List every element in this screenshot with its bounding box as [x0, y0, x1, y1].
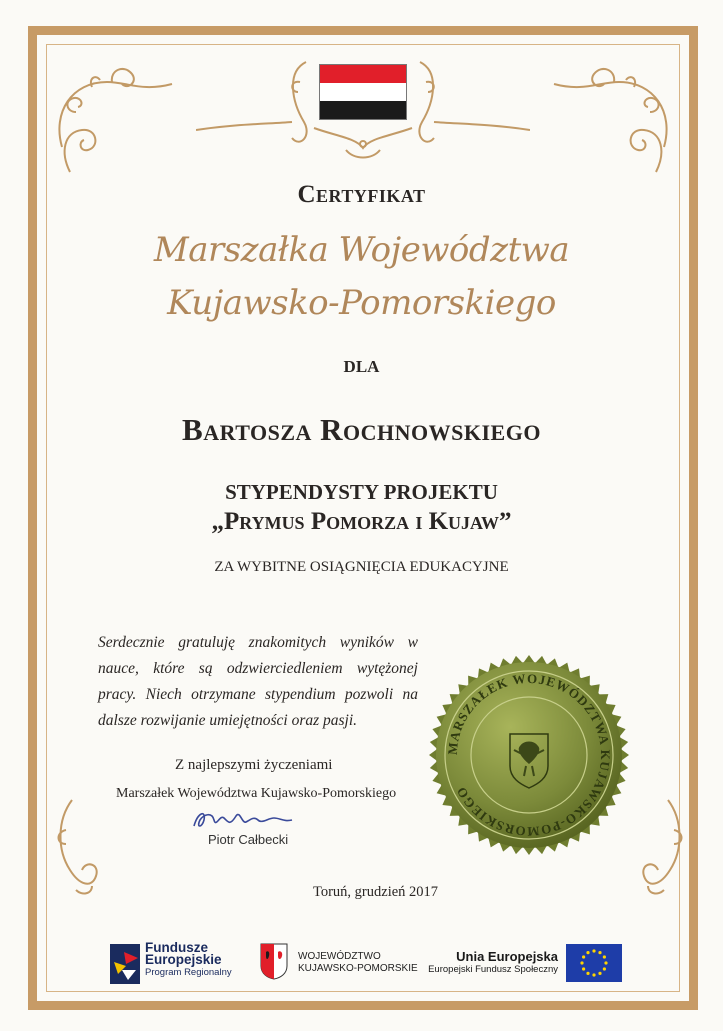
- eu-star-icon: [582, 955, 585, 958]
- footer-logos: [100, 936, 640, 990]
- issuer-line-1: Marszałka Województwa: [153, 230, 570, 270]
- ornament-bottom-right: [628, 790, 688, 900]
- recipient-role: STYPENDYSTY PROJEKTU: [225, 480, 498, 504]
- eu-star-icon: [592, 973, 595, 976]
- ornament-top-right: [544, 52, 674, 192]
- certificate-title: Certyfikat: [297, 181, 426, 208]
- closing-wishes: Z najlepszymi życzeniami: [175, 757, 333, 773]
- woj-line1: WOJEWÓDZTWO: [298, 951, 381, 962]
- signer-name: Piotr Całbecki: [208, 832, 289, 847]
- issuer-line-2: Kujawsko-Pomorskiego: [167, 283, 556, 323]
- for-label: DLA: [343, 357, 380, 376]
- eu-star-icon: [582, 967, 585, 970]
- congratulation-message: Serdecznie gratuluję znakomitych wyników w nauce, które są odzwierciedleniem wytężonej pracy. Niech otrzymane stypendium pozwoli na dalsze rozwijanie umiejętności oraz pasji.: [98, 634, 418, 729]
- fundusze-europejskie-logo-icon: [110, 940, 142, 986]
- eu-star-icon: [603, 967, 606, 970]
- flag-kujawsko-pomorskie: [319, 64, 407, 120]
- ue-subtitle: Europejski Fundusz Społeczny: [428, 964, 558, 975]
- eu-star-icon: [598, 972, 601, 975]
- eu-star-icon: [598, 951, 601, 954]
- signer-title: Marszałek Województwa Kujawsko-Pomorskiego: [116, 786, 397, 801]
- eu-star-icon: [580, 961, 583, 964]
- recipient-name: Bartosza Rochnowskiego: [182, 412, 541, 447]
- award-reason: ZA WYBITNE OSIĄGNIĘCIA EDUKACYJNE: [214, 559, 509, 575]
- embossed-seal: [428, 654, 630, 856]
- fe-title-line2: Europejskie: [145, 952, 222, 967]
- fe-title-line1: Fundusze: [145, 940, 208, 955]
- seal-text: MARSZAŁEK WOJEWÓDZTWA KUJAWSKO-POMORSKIEGO: [444, 670, 614, 840]
- woj-line2: KUJAWSKO-POMORSKIE: [298, 963, 418, 974]
- project-name: „Prymus Pomorza i Kujaw”: [211, 508, 512, 535]
- ue-title: Unia Europejska: [456, 949, 558, 964]
- eu-flag-icon: [566, 944, 622, 982]
- place-and-date: Toruń, grudzień 2017: [313, 884, 439, 900]
- wojewodztwo-crest-icon: [260, 942, 288, 980]
- eu-star-icon: [586, 972, 589, 975]
- handwritten-signature: [188, 806, 308, 832]
- ornament-top-left: [52, 52, 182, 192]
- eu-star-icon: [604, 961, 607, 964]
- eu-star-icon: [603, 955, 606, 958]
- eu-star-icon: [586, 951, 589, 954]
- ornament-bottom-left: [52, 790, 112, 900]
- eu-star-icon: [592, 949, 595, 952]
- fe-subtitle: Program Regionalny: [145, 967, 232, 978]
